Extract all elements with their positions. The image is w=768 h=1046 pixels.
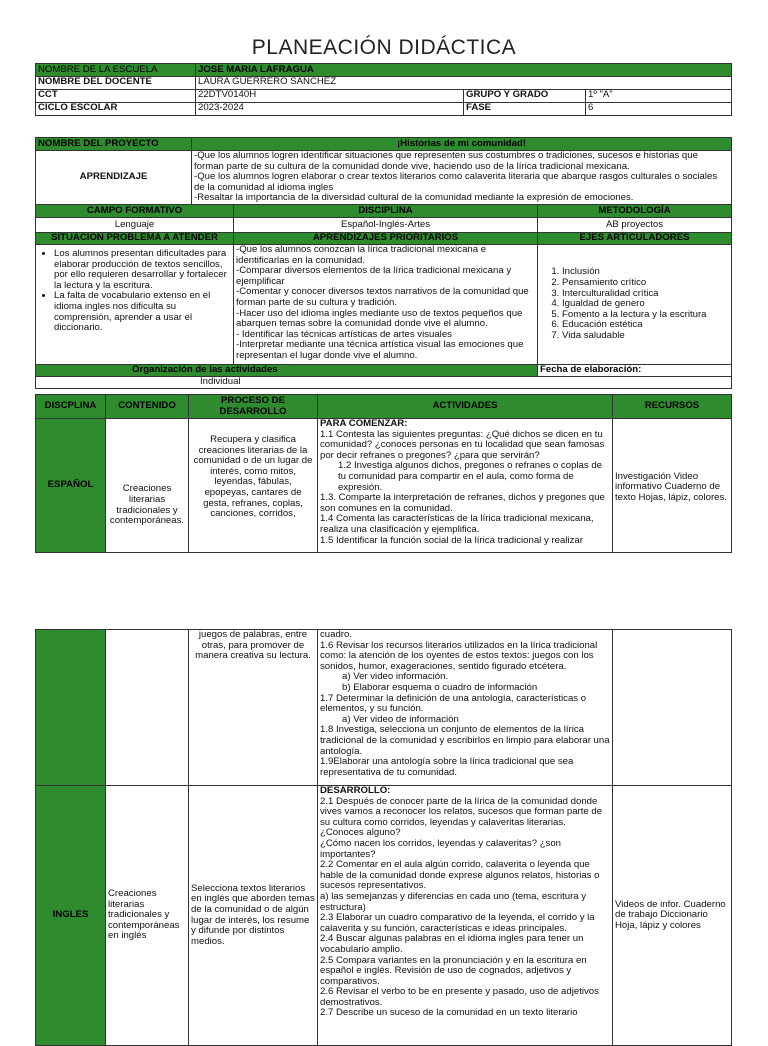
grade-value: 1º "A" [586, 90, 732, 103]
activities-ingles [318, 786, 613, 1046]
cycle-label: CICLO ESCOLAR [36, 103, 196, 116]
priority-item: -Hacer uso del idioma ingles mediante uso de textos pequeños que abarquen temas sobre la comunidad donde vive el alumno. [236, 307, 523, 330]
priority-item: - Identificar las técnicas artísticas de artes visuales [236, 328, 452, 340]
axis-item: 7. Vida saludable [562, 331, 729, 342]
activities-espanol-continued [318, 630, 613, 786]
teacher-value: LAURA GUERRERO SANCHEZ [196, 77, 732, 90]
activity-line: 2.1 Después de conocer parte de la lírica de la comunidad donde vives vamos a reconocer los relatos, sucesos que forman parte de su cultura como corridos, leyendas y calaveritas literarias. ¿Conoces alguno? [320, 795, 603, 839]
priority-item: -Comparar diversos elementos de la lírica tradicional mexicana y ejemplificar [236, 265, 512, 287]
problem-item: • La falta de vocabulario extenso en el idioma ingles nos dificulta su comprensión, aprender a usar el diccionario. [54, 291, 229, 333]
activity-line: 1.4 Comenta las características de la lírica tradicional mexicana, realiza una clasificación y ejemplifica. [320, 513, 594, 535]
method-value: AB proyectos [538, 218, 732, 233]
process-espanol: Recupera y clasifica creaciones literarias de la comunidad o de un lugar de interés, como mitos, leyendas, fábulas, epopeyas, cantares de gesta, refranes, coplas, canciones, corridos, [189, 419, 318, 553]
development-label: DESARROLLO: [320, 785, 391, 796]
axes-label: EJES ARTICULADORES [538, 233, 732, 245]
activities-table [35, 394, 732, 553]
project-name-value: ¡Historias de mi comunidad! [192, 138, 732, 151]
priority-label: APRENDIZAJES PRIORITARIOS [234, 233, 538, 245]
activity-line: b) Elaborar esquema o cuadro de información [342, 681, 538, 693]
phase-value: 6 [586, 103, 732, 116]
discipline-ingles: INGLES [36, 786, 106, 1046]
phase-label: FASE [464, 103, 586, 116]
learning-label: APRENDIZAJE [36, 151, 192, 205]
org-label: Organización de las actividades [36, 365, 538, 377]
col-header-resources: RECURSOS [613, 395, 732, 419]
problem-label: SITUACION PROBLEMA A ATENDER [36, 233, 234, 245]
activity-line: 2.7 Describe un suceso de la comunidad en un texto literario [320, 1007, 578, 1019]
activity-line: 1.2 Investiga algunos dichos, pregones o refranes o coplas de tu comunidad para compartir en el aula, como forma de expresión. [338, 460, 603, 493]
resources-ingles: Videos de infor. Cuaderno de trabajo Diccionario Hoja, lápiz y colores [613, 786, 732, 1046]
header-table [35, 63, 732, 116]
axis-item: 2. Pensamiento crítico [562, 278, 729, 289]
axis-item: 6. Educación estética [562, 320, 729, 331]
activity-line: a) las semejanzas y diferencias en cada uno (tema, escritura y estructura) [320, 890, 587, 913]
activities-espanol [318, 419, 613, 553]
activity-line: 2.3 Elaborar un cuadro comparativo de la leyenda, el corrido y la calaverita y su función, características e ideas principales. [320, 912, 595, 934]
learning-line: -Que los alumnos logren identificar situaciones que representen sus costumbres o tradiciones, sucesos e historias que forman parte de su cultura de la comunidad donde vive, haciendo uso de la lírica tradicional mexicana. [194, 150, 698, 172]
axis-item: 3. Interculturalidad crítica [562, 289, 729, 300]
process-espanol-continued: juegos de palabras, entre otras, para promover de manera creativa su lectura. [189, 630, 318, 786]
content-espanol-continued [106, 630, 189, 786]
activity-line: 1.1 Contesta las siguientes preguntas: ¿Qué dichos se dicen en tu comunidad? ¿conoces personas en tu localidad que sean famosas por decir refranes o pregones? ¿para que servirán? [320, 428, 605, 461]
page-title: PLANEACIÓN DIDÁCTICA [251, 36, 517, 59]
learning-line: -Que los alumnos logren elaborar o crear textos literarios como calaverita literaria que abarque rasgos culturales o sociales de la comunidad al idioma ingles [194, 171, 718, 193]
axis-item: 4. Igualdad de genero [562, 299, 729, 310]
activity-line: ¿Cómo nacen los corridos, leyendas y calaveritas? ¿son importantes? [320, 837, 562, 860]
school-label: NOMBRE DE LA ESCUELA [36, 64, 196, 77]
priority-item: -Interpretar mediante una técnica artística visual las emociones que representan el lugar donde vive el alumno. [236, 339, 524, 361]
cct-value: 22DTV0140H [196, 90, 464, 103]
content-ingles: Creaciones literarias tradicionales y contemporáneas en inglés [106, 786, 189, 1046]
method-label: METODOLOGÍA [538, 205, 732, 218]
discipline-espanol: ESPAÑOL [36, 419, 106, 553]
activity-line: 1.7 Determinar la definición de una antología, características o elementos, y su función. [320, 692, 587, 715]
axis-item: 5. Fomento a la lectura y la escritura [562, 310, 729, 321]
resources-espanol: Investigación Video informativo Cuaderno de texto Hojas, lápiz, colores. [613, 419, 732, 553]
org-value: Individual [36, 377, 732, 389]
activity-line: a) Ver video de información [342, 713, 459, 725]
resources-espanol-continued [613, 630, 732, 786]
activity-line: 2.4 Buscar algunas palabras en el idioma ingles para tener un vocabulario amplio. [320, 933, 584, 955]
date-label: Fecha de elaboración: [538, 365, 732, 377]
school-value: JOSE MARIA LAFRAGUA [196, 64, 732, 77]
activity-line: 2.5 Compara variantes en la pronunciación y en la escritura en español e inglés. Revisión de uso de cognados, adjetivos y comparativos. [320, 954, 587, 987]
activity-line: 1.5 Identificar la función social de la lírica tradicional y realizar [320, 534, 583, 546]
problem-item: • Los alumnos presentan dificultades para elaborar producción de textos sencillos, por ello requieren desarrollar y fortalecer la lectura y la escritura. [54, 249, 229, 291]
activity-line: 1.9Elaborar una antología sobre la lírica tradicional que sea representativa de tu comunidad. [320, 756, 574, 778]
project-table [35, 137, 732, 389]
teacher-label: NOMBRE DEL DOCENTE [36, 77, 196, 90]
activity-line: a) Ver video información. [342, 671, 449, 683]
priority-list [234, 245, 538, 365]
col-header-process: PROCESO DE DESARROLLO [189, 395, 318, 419]
cycle-value: 2023-2024 [196, 103, 464, 116]
axis-item: 1. Inclusión [562, 267, 729, 278]
field-value: Lenguaje [36, 218, 234, 233]
activity-line: 1.6 Revisar los recursos literarios utilizados en la lírica tradicional como: la atención de los oyentes de estos textos: juegos con los sonidos, humor, exageraciones, sentido figurado etcétera. [320, 639, 598, 672]
field-label: CAMPO FORMATIVO [36, 205, 234, 218]
col-header-discipline: DISCPLINA [36, 395, 106, 419]
project-name-label: NOMBRE DEL PROYECTO [36, 138, 192, 151]
discipline-label: DISCIPLINA [234, 205, 538, 218]
start-label: PARA COMENZAR: [320, 418, 408, 429]
col-header-activities: ACTIVIDADES [318, 395, 613, 419]
activity-line: cuadro. [320, 629, 352, 640]
process-ingles: Selecciona textos literarios en inglés que aborden temas de la comunidad o de algún lugar de interés, los resume y difunde por distintos medios. [189, 786, 318, 1046]
activities-table-continued [35, 629, 732, 1046]
activity-line: 1.8 Investiga, selecciona un conjunto de elementos de la lírica tradicional de la comunidad y escribirlos en limpio para elaborar una antología. [320, 724, 610, 757]
discipline-value: Español-Inglés-Artes [234, 218, 538, 233]
priority-item: -Que los alumnos conozcan la lírica tradicional mexicana e identificarlas en la comunidad. [236, 244, 487, 266]
activity-line: 2.6 Revisar el verbo to be en presente y pasado, uso de adjetivos demostrativos. [320, 986, 599, 1008]
discipline-espanol-continued [36, 630, 106, 786]
learning-text [192, 151, 732, 205]
problem-list [36, 245, 234, 365]
axes-list [538, 245, 732, 365]
activity-line: 2.2 Comentar en el aula algún corrido, calaverita o leyenda que hable de la comunidad donde exprese algunos relatos, historias o sucesos representativos. [320, 859, 600, 892]
learning-line: -Resaltar la importancia de la diversidad cultural de la comunidad mediante la expresión de emociones. [194, 192, 634, 204]
priority-item: -Comentar y conocer diversos textos narrativos de la comunidad que forman parte de su cultura y tradición. [236, 286, 529, 308]
grade-label: GRUPO Y GRADO [464, 90, 586, 103]
activity-line: 1.3. Comparte la interpretación de refranes, dichos y pregones que son comunes en la comunidad. [320, 492, 605, 514]
content-espanol: Creaciones literarias tradicionales y contemporáneas. [106, 419, 189, 553]
cct-label: CCT [36, 90, 196, 103]
col-header-content: CONTENIDO [106, 395, 189, 419]
